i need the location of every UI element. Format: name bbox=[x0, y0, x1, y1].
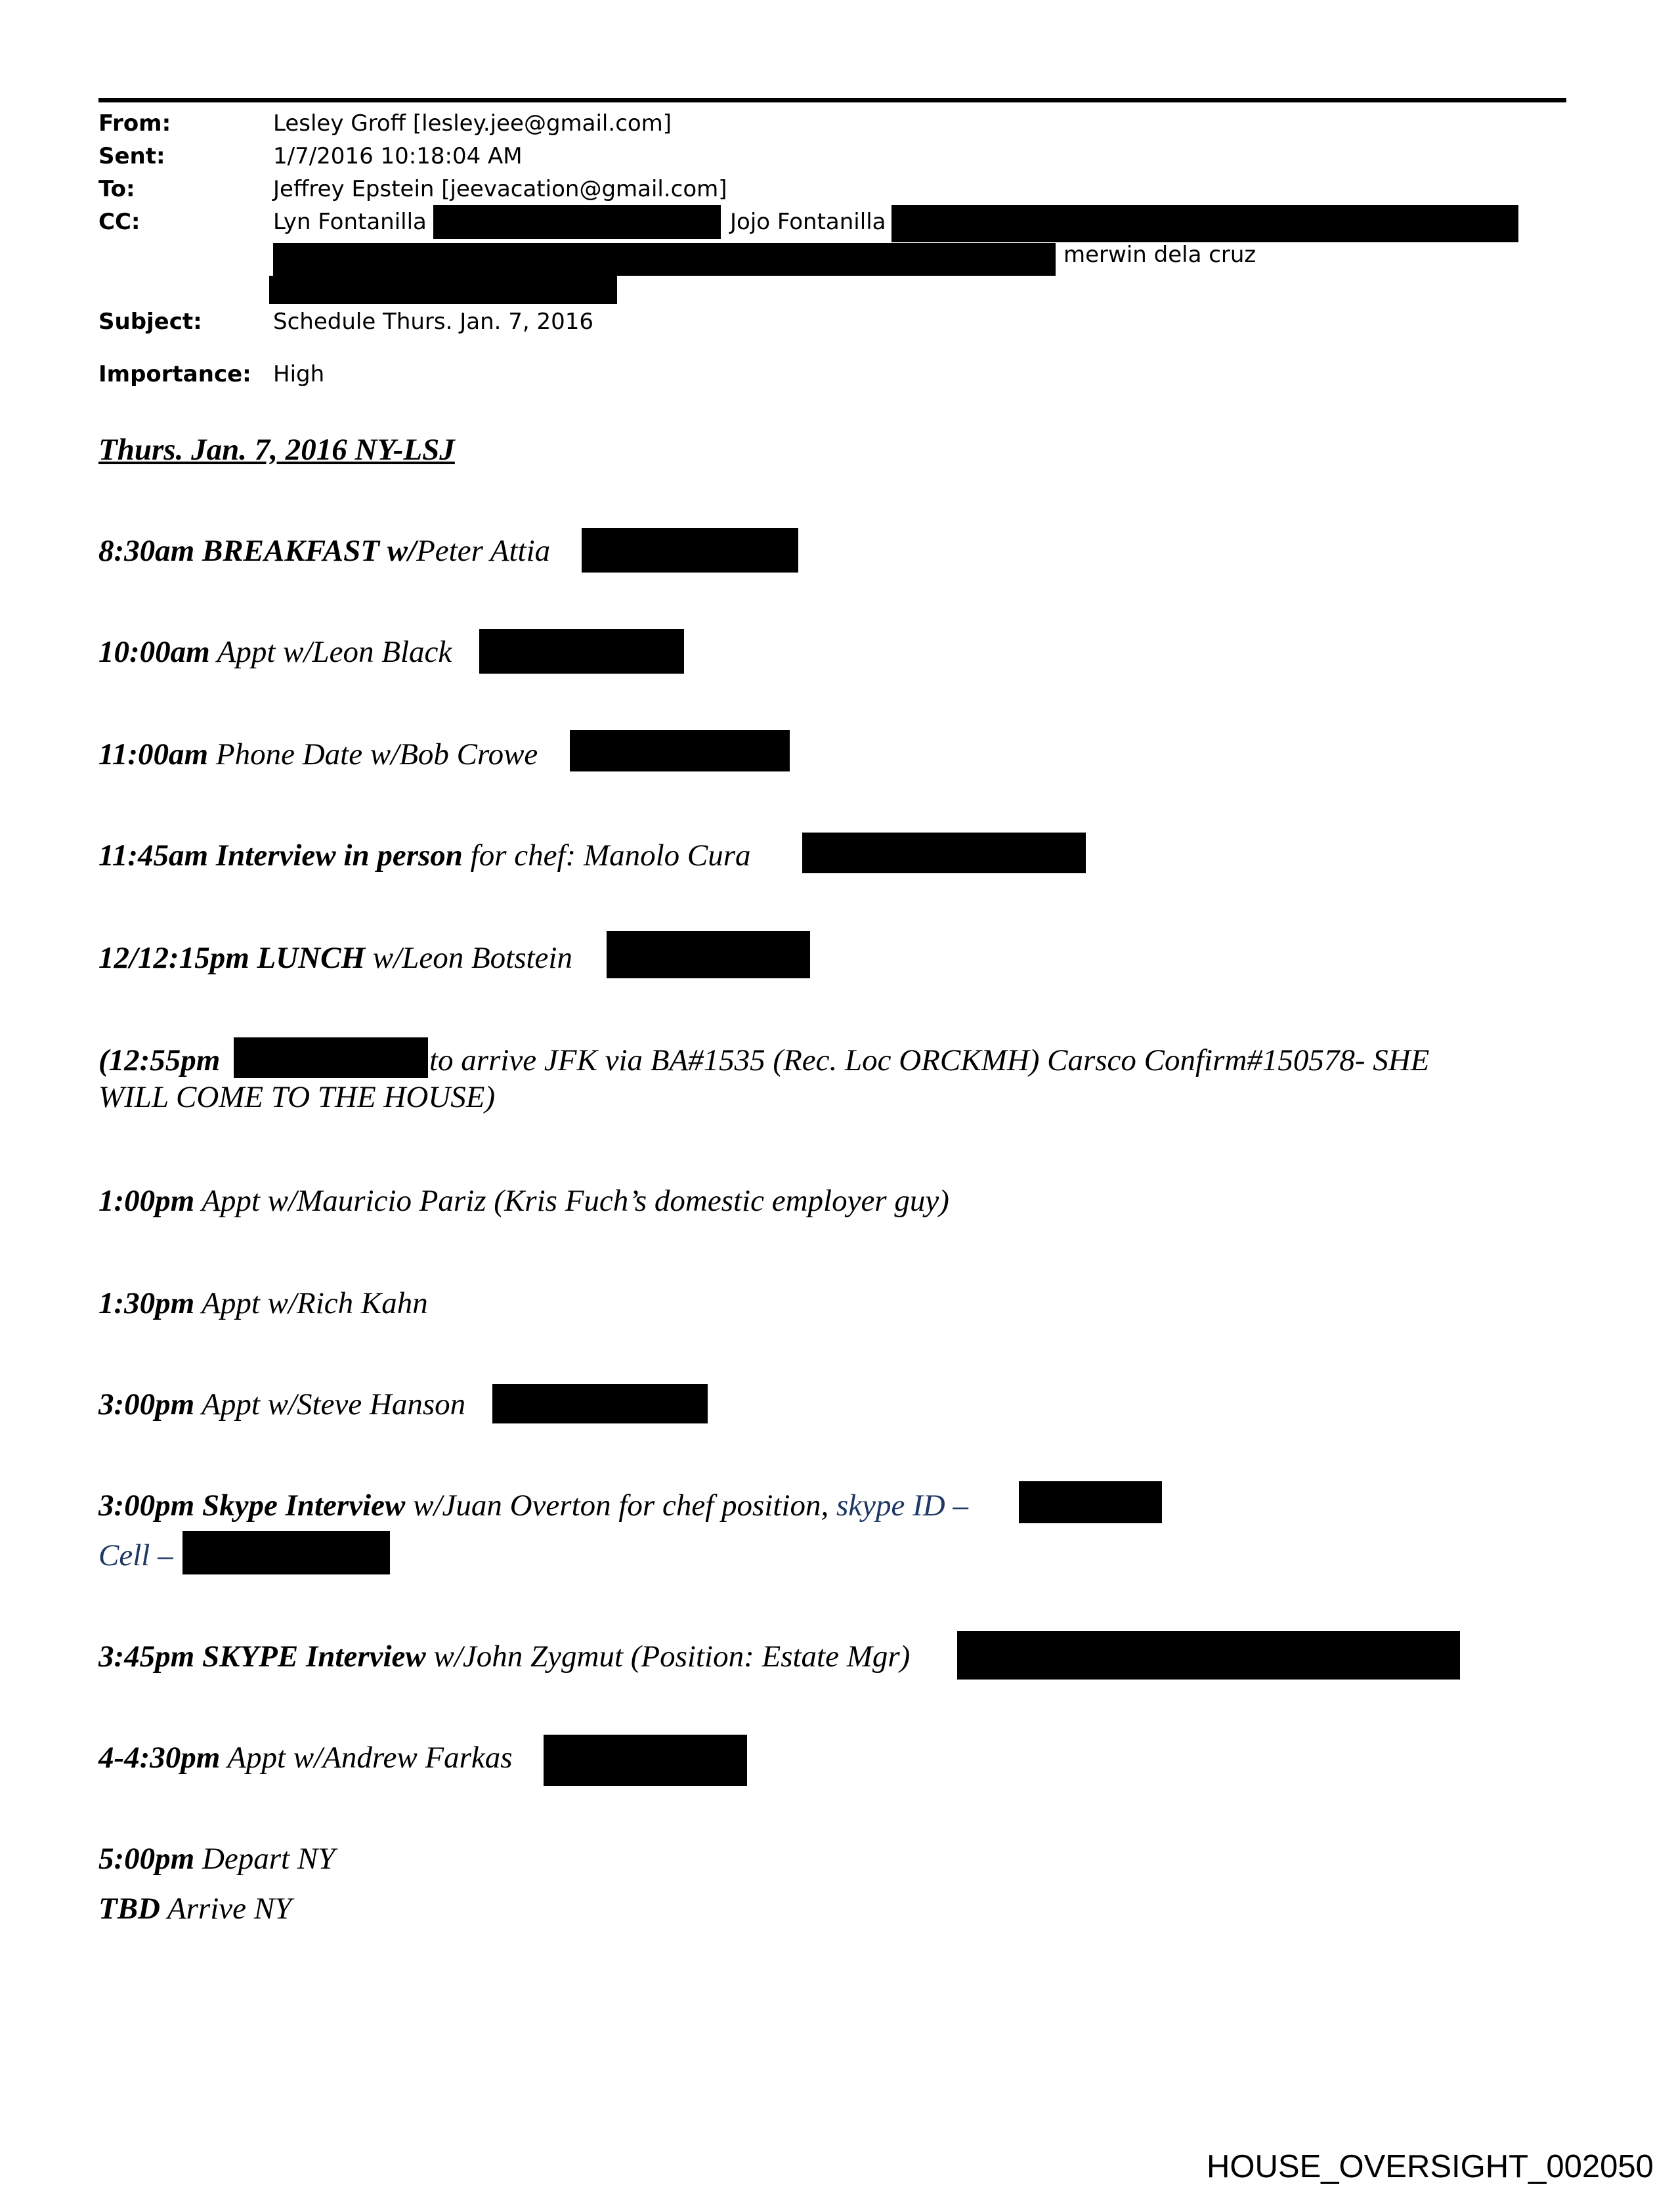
schedule-time: 5:00pm bbox=[98, 1842, 195, 1876]
schedule-item bbox=[98, 1043, 220, 1078]
schedule-item bbox=[98, 1841, 335, 1876]
schedule-time: (12:55pm bbox=[98, 1043, 221, 1077]
schedule-item bbox=[98, 1183, 949, 1219]
schedule-item bbox=[98, 940, 572, 976]
schedule-item bbox=[98, 1488, 968, 1523]
schedule-item bbox=[98, 1286, 428, 1321]
redaction bbox=[273, 243, 1056, 276]
redaction bbox=[269, 276, 617, 304]
redaction bbox=[891, 205, 1518, 242]
schedule-text: w/John Zygmut (Position: Estate Mgr) bbox=[425, 1639, 911, 1674]
schedule-time: 8:30am BREAKFAST w/ bbox=[98, 534, 417, 568]
from-value: Lesley Groff [lesley.jee@gmail.com] bbox=[273, 110, 672, 137]
schedule-item bbox=[98, 838, 751, 873]
importance-value: High bbox=[273, 361, 325, 387]
redaction bbox=[433, 205, 721, 239]
redaction bbox=[479, 629, 684, 674]
cc-name-2: Jojo Fontanilla bbox=[730, 209, 886, 235]
schedule-text: w/Juan Overton for chef position, bbox=[405, 1488, 836, 1523]
cell-label: Cell – bbox=[98, 1538, 173, 1572]
redaction bbox=[607, 931, 810, 978]
bates-number: HOUSE_OVERSIGHT_002050 bbox=[1207, 2149, 1654, 2184]
importance-label: Importance: bbox=[98, 361, 251, 387]
schedule-text: to arrive JFK via BA#1535 (Rec. Loc ORCKMH) Carsco Confirm#150578- SHE bbox=[429, 1043, 1430, 1077]
redaction bbox=[1019, 1481, 1162, 1523]
schedule-text: Appt w/Rich Kahn bbox=[194, 1286, 428, 1320]
schedule-text: Arrive NY bbox=[160, 1892, 292, 1926]
schedule-item bbox=[98, 1740, 513, 1775]
schedule-text: w/Leon Botstein bbox=[365, 941, 572, 975]
schedule-time: 11:45am Interview in person bbox=[98, 838, 463, 873]
redaction bbox=[182, 1531, 390, 1574]
schedule-time: 10:00am bbox=[98, 635, 210, 669]
schedule-text: Phone Date w/Bob Crowe bbox=[208, 737, 538, 771]
schedule-text: Depart NY bbox=[194, 1842, 335, 1876]
schedule-text: Peter Attia bbox=[416, 534, 551, 568]
schedule-title: Thurs. Jan. 7, 2016 NY-LSJ bbox=[98, 433, 455, 467]
header-rule bbox=[98, 98, 1566, 102]
cc-name-3: merwin dela cruz bbox=[1063, 242, 1256, 268]
redaction bbox=[957, 1631, 1460, 1680]
sent-value: 1/7/2016 10:18:04 AM bbox=[273, 143, 523, 169]
schedule-text: Appt w/Mauricio Pariz (Kris Fuch’s domestic employer guy) bbox=[194, 1184, 949, 1218]
sent-label: Sent: bbox=[98, 143, 165, 169]
schedule-item bbox=[98, 1387, 465, 1422]
schedule-time: 3:00pm bbox=[98, 1387, 195, 1421]
to-label: To: bbox=[98, 176, 135, 202]
schedule-item bbox=[98, 1639, 910, 1674]
schedule-text: for chef: Manolo Cura bbox=[462, 838, 751, 873]
schedule-text: Appt w/Steve Hanson bbox=[194, 1387, 466, 1421]
redaction bbox=[802, 833, 1086, 873]
schedule-item bbox=[98, 1891, 291, 1926]
skype-id-label: skype ID – bbox=[836, 1488, 968, 1523]
schedule-time: 12/12:15pm LUNCH bbox=[98, 941, 366, 975]
redaction bbox=[234, 1037, 428, 1078]
schedule-text: Appt w/Andrew Farkas bbox=[220, 1741, 513, 1775]
cc-name-1: Lyn Fontanilla bbox=[273, 209, 427, 235]
schedule-text: Appt w/Leon Black bbox=[209, 635, 452, 669]
redaction bbox=[582, 528, 798, 573]
schedule-text-continued: WILL COME TO THE HOUSE) bbox=[98, 1080, 496, 1114]
schedule-time: 11:00am bbox=[98, 737, 209, 771]
redaction bbox=[492, 1384, 708, 1423]
schedule-item bbox=[98, 634, 452, 670]
schedule-time: 4-4:30pm bbox=[98, 1741, 221, 1775]
redaction bbox=[570, 730, 790, 771]
cc-label: CC: bbox=[98, 209, 140, 235]
schedule-time: 3:00pm Skype Interview bbox=[98, 1488, 406, 1523]
schedule-item bbox=[98, 533, 550, 569]
subject-label: Subject: bbox=[98, 309, 202, 335]
subject-value: Schedule Thurs. Jan. 7, 2016 bbox=[273, 309, 594, 335]
schedule-time: 1:00pm bbox=[98, 1184, 195, 1218]
to-value: Jeffrey Epstein [jeevacation@gmail.com] bbox=[273, 176, 727, 202]
schedule-item bbox=[98, 737, 538, 772]
schedule-time: TBD bbox=[98, 1892, 160, 1926]
schedule-time: 1:30pm bbox=[98, 1286, 195, 1320]
redaction bbox=[544, 1735, 747, 1786]
schedule-time: 3:45pm SKYPE Interview bbox=[98, 1639, 426, 1674]
from-label: From: bbox=[98, 110, 171, 137]
